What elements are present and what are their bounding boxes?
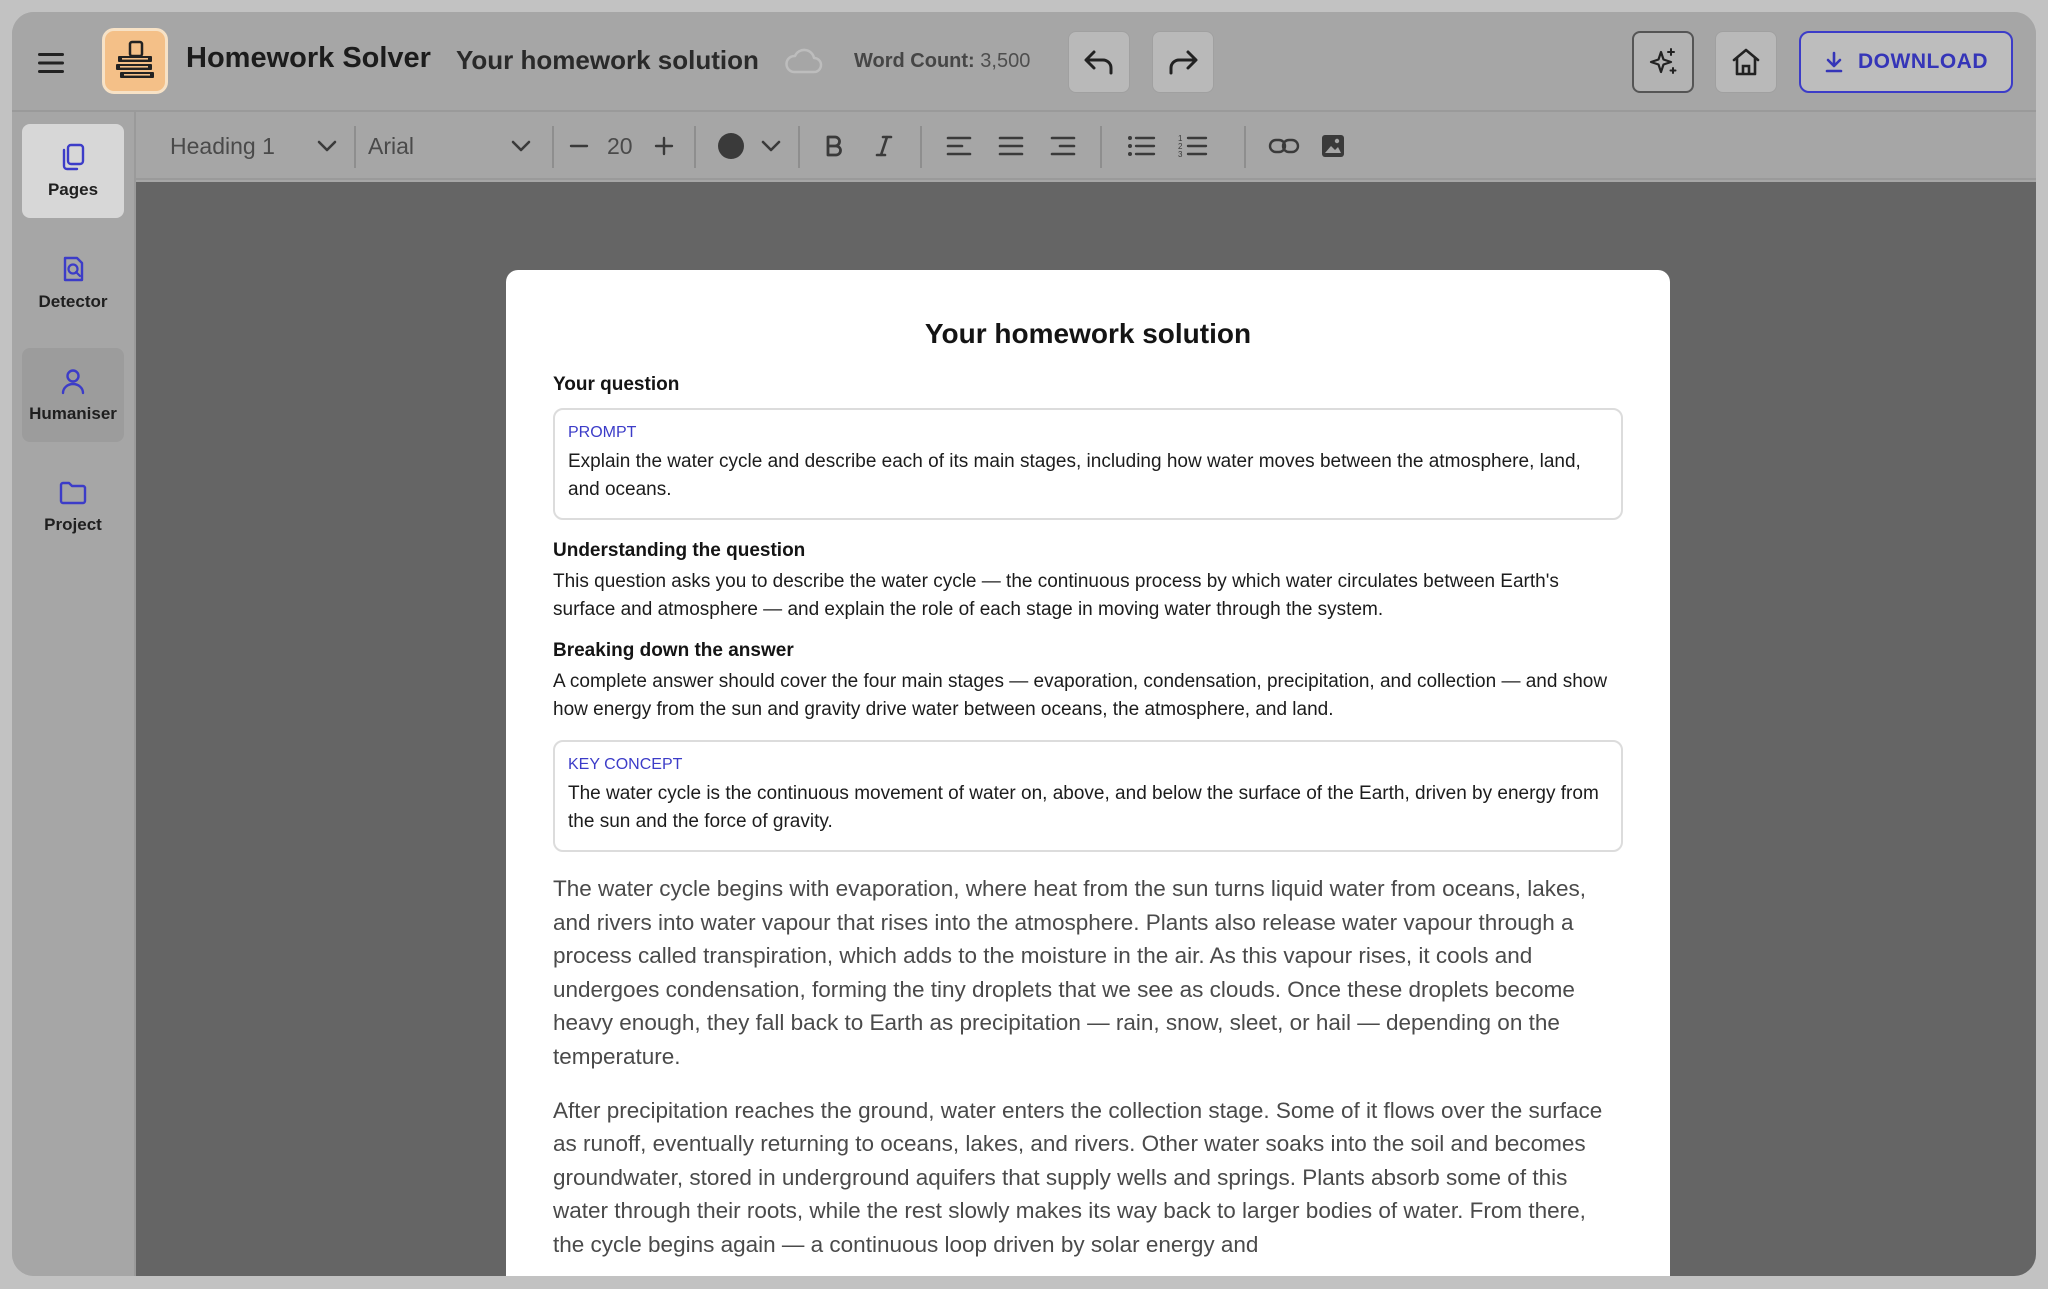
toolbar-divider	[1244, 126, 1246, 168]
align-left-button[interactable]	[946, 112, 972, 180]
key-concept-tag: KEY CONCEPT	[568, 756, 683, 773]
download-button[interactable]	[1799, 31, 2013, 93]
bullet-list-icon	[1126, 134, 1156, 158]
text-color-button[interactable]	[716, 112, 782, 180]
undo-button[interactable]	[1068, 31, 1130, 93]
prompt-text: Explain the water cycle and describe each of its main stages, including how water moves between the atmosphere, land, and oceans.	[568, 451, 1581, 500]
key-concept-text: The water cycle is the continuous movement of water on, above, and below the surface of the Earth, driven by energy from the sun and the force of gravity.	[568, 783, 1599, 832]
sidebar-item-label: Pages	[47, 180, 99, 199]
pages-icon	[59, 142, 87, 172]
toolbar-divider	[694, 126, 696, 168]
app-window	[12, 12, 2036, 1276]
link-icon	[1268, 136, 1300, 156]
sidebar	[12, 112, 136, 1276]
redo-button[interactable]	[1152, 31, 1214, 93]
insert-link-button[interactable]	[1268, 112, 1300, 180]
toolbar-divider	[798, 126, 800, 168]
style-select[interactable]	[170, 112, 345, 180]
prompt-box	[553, 408, 1623, 520]
chevron-down-icon	[760, 139, 782, 153]
body-paragraph: After precipitation reaches the ground, water enters the collection stage. Some of it flows over the surface as runoff, eventually returning to oceans, lakes, and rivers. Other water soaks into the soil and becomes groundwater, stored in underground aquifers that supply wells and springs. Plants absorb some of this water through their roots, while the rest slowly makes its way back to larger bodies of water. From there, the cycle begins again — a continuous loop driven by solar energy and	[553, 1097, 1603, 1257]
italic-button[interactable]	[874, 112, 894, 180]
sidebar-item-label: Detector	[38, 292, 108, 311]
document-page[interactable]	[506, 270, 1670, 1276]
chevron-down-icon	[510, 139, 532, 153]
document-title[interactable]: Your homework solution	[456, 45, 759, 75]
undo-icon	[1083, 48, 1115, 76]
toolbar-divider	[1100, 126, 1102, 168]
align-left-icon	[946, 135, 972, 157]
editor-canvas[interactable]	[136, 182, 2036, 1276]
breaking-heading: Breaking down the answer	[553, 640, 794, 661]
sidebar-item-detector[interactable]	[22, 236, 124, 330]
breaking-text: A complete answer should cover the four main stages — evaporation, condensation, precipitation, and collection — and show how energy from the sun and gravity drive water between oceans, the atmosphere, and land.	[553, 671, 1608, 720]
svg-text:1: 1	[1178, 134, 1183, 143]
understanding-heading: Understanding the question	[553, 540, 806, 561]
style-select-value: Heading 1	[170, 132, 275, 159]
question-heading: Your question	[553, 374, 680, 395]
word-count	[854, 50, 1030, 73]
sidebar-item-pages[interactable]	[22, 124, 124, 218]
bold-icon	[824, 134, 844, 158]
top-header	[12, 12, 2036, 112]
numbered-list-button[interactable]	[1178, 112, 1208, 180]
word-count-value: 3,500	[980, 50, 1031, 72]
plus-icon	[653, 135, 675, 157]
insert-image-button[interactable]	[1320, 112, 1346, 180]
color-swatch-icon	[716, 131, 746, 161]
folder-icon	[58, 479, 88, 507]
align-right-button[interactable]	[1050, 112, 1076, 180]
italic-icon	[874, 134, 894, 158]
minus-icon	[568, 135, 590, 157]
redo-icon	[1167, 48, 1199, 76]
numbered-list-icon	[1178, 133, 1208, 159]
font-select[interactable]	[368, 112, 538, 180]
increase-size-button[interactable]	[653, 112, 675, 180]
ai-assist-button[interactable]	[1632, 31, 1694, 93]
detector-icon	[59, 254, 87, 284]
app-logo-icon	[102, 28, 168, 94]
key-concept-box	[553, 740, 1623, 852]
align-right-icon	[1050, 135, 1076, 157]
svg-text:3: 3	[1178, 150, 1183, 159]
prompt-tag: PROMPT	[568, 424, 637, 441]
word-count-label: Word Count:	[854, 50, 975, 72]
bold-button[interactable]	[824, 112, 844, 180]
app-name: Homework Solver	[186, 42, 431, 74]
toolbar-divider	[552, 126, 554, 168]
format-toolbar	[136, 112, 2036, 180]
image-icon	[1320, 133, 1346, 159]
toolbar-divider	[354, 126, 356, 168]
align-center-button[interactable]	[998, 112, 1024, 180]
svg-text:2: 2	[1178, 142, 1183, 151]
sidebar-item-project[interactable]	[22, 460, 124, 554]
ai-sparkle-icon	[1647, 46, 1679, 78]
sidebar-item-label: Project	[44, 515, 102, 534]
bullet-list-button[interactable]	[1126, 112, 1156, 180]
chevron-down-icon	[316, 139, 338, 153]
menu-icon[interactable]	[36, 48, 66, 78]
font-select-value: Arial	[368, 132, 415, 159]
understanding-text: This question asks you to describe the water cycle — the continuous process by which water circulates between Earth's surface and atmosphere — and explain the role of each stage in moving water through the system.	[553, 571, 1559, 620]
download-label: DOWNLOAD	[1858, 50, 1988, 73]
download-icon	[1824, 51, 1844, 73]
user-icon	[59, 366, 87, 396]
home-button[interactable]	[1715, 31, 1777, 93]
page-title: Your homework solution	[924, 318, 1252, 349]
toolbar-divider	[920, 126, 922, 168]
cloud-sync-icon	[784, 48, 824, 76]
align-center-icon	[998, 135, 1024, 157]
sidebar-item-label: Humaniser	[29, 404, 117, 423]
sidebar-item-humaniser[interactable]	[22, 348, 124, 442]
home-icon	[1731, 47, 1761, 77]
body-paragraph: The water cycle begins with evaporation, where heat from the sun turns liquid water from oceans, lakes, and rivers into water vapour that rises into the atmosphere. Plants also release water vapour through a process called transpiration, which adds to the moisture in the air. As this vapour rises, it cools and undergoes condensation, forming the tiny droplets that we see as clouds. Once these droplets become heavy enough, they fall back to Earth as precipitation — rain, snow, sleet, or hail — depending on the temperature.	[553, 876, 1587, 1069]
font-size-value[interactable]: 20	[607, 132, 633, 159]
decrease-size-button[interactable]	[568, 112, 590, 180]
